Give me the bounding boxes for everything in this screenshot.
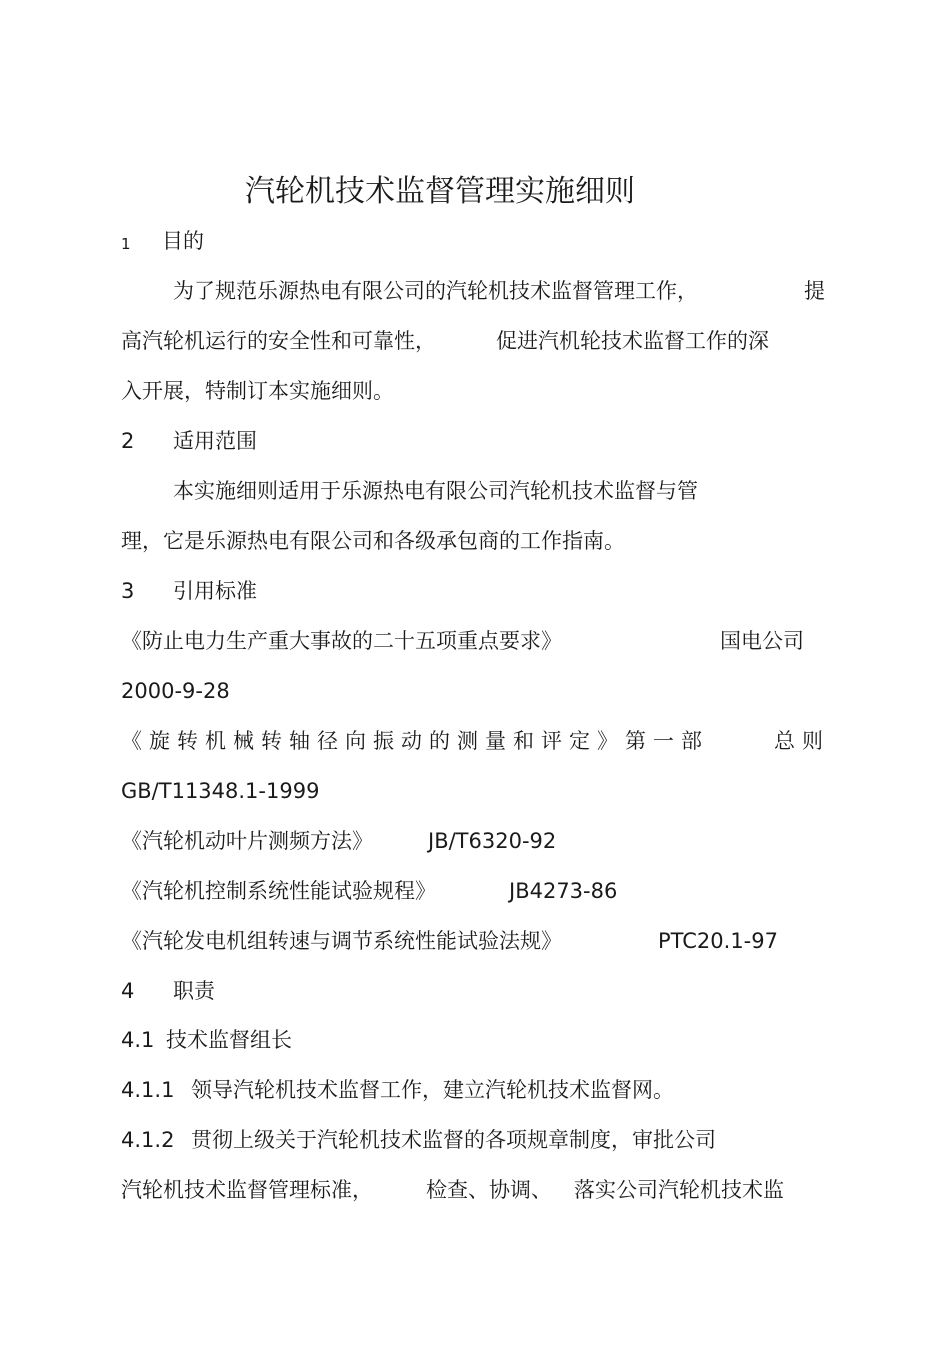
section-4-1-2-line-2c: 落实公司汽轮机技术监: [574, 1178, 784, 1202]
section-4-1-heading: 技术监督组长: [166, 1028, 292, 1052]
section-3-number: 3: [121, 579, 135, 603]
reference-3-title: 《汽轮机动叶片测频方法》: [121, 829, 373, 853]
reference-2-title: 《旋转机械转轴径向振动的测量和评定》第一部: [121, 729, 709, 753]
section-2-number: 2: [121, 429, 135, 453]
section-4-1-2-line-2b: 检查、协调、: [426, 1178, 552, 1202]
paragraph-1-line-1b: 提: [804, 279, 825, 303]
reference-1-title: 《防止电力生产重大事故的二十五项重点要求》: [121, 629, 562, 653]
reference-4-code: JB4273-86: [509, 879, 618, 903]
reference-1-org: 国电公司: [720, 629, 804, 653]
paragraph-1-line-2b: 促进汽机轮技术监督工作的深: [496, 329, 769, 353]
reference-4-title: 《汽轮机控制系统性能试验规程》: [121, 879, 436, 903]
section-1-number: 1: [121, 235, 131, 253]
section-4-1-2-number: 4.1.2: [121, 1128, 175, 1152]
reference-2-code: GB/T11348.1-1999: [121, 779, 320, 803]
reference-2-org: 总则: [774, 729, 830, 753]
section-4-number: 4: [121, 979, 135, 1003]
paragraph-2-line-2: 理，它是乐源热电有限公司和各级承包商的工作指南。: [121, 529, 625, 553]
paragraph-1-line-1a: 为了规范乐源热电有限公司的汽轮机技术监督管理工作，: [173, 279, 698, 303]
paragraph-1-line-3: 入开展，特制订本实施细则。: [121, 379, 394, 403]
section-4-1-1-number: 4.1.1: [121, 1078, 175, 1102]
reference-3-code: JB/T6320-92: [428, 829, 557, 853]
section-4-1-2-line-1: 贯彻上级关于汽轮机技术监督的各项规章制度，审批公司: [191, 1128, 716, 1152]
section-4-heading: 职责: [173, 979, 215, 1003]
section-4-1-2-line-2a: 汽轮机技术监督管理标准，: [121, 1178, 373, 1202]
paragraph-2-line-1: 本实施细则适用于乐源热电有限公司汽轮机技术监督与管: [173, 479, 698, 503]
section-1-heading: 目的: [162, 229, 204, 253]
reference-5-title: 《汽轮发电机组转速与调节系统性能试验法规》: [121, 929, 562, 953]
section-3-heading: 引用标准: [173, 579, 257, 603]
reference-1-code: 2000-9-28: [121, 679, 230, 703]
reference-5-code: PTC20.1-97: [658, 929, 778, 953]
section-2-heading: 适用范围: [173, 429, 257, 453]
section-4-1-1-text: 领导汽轮机技术监督工作，建立汽轮机技术监督网。: [191, 1078, 674, 1102]
section-4-1-number: 4.1: [121, 1028, 155, 1052]
page-title: 汽轮机技术监督管理实施细则: [245, 174, 635, 209]
paragraph-1-line-2a: 高汽轮机运行的安全性和可靠性，: [121, 329, 436, 353]
